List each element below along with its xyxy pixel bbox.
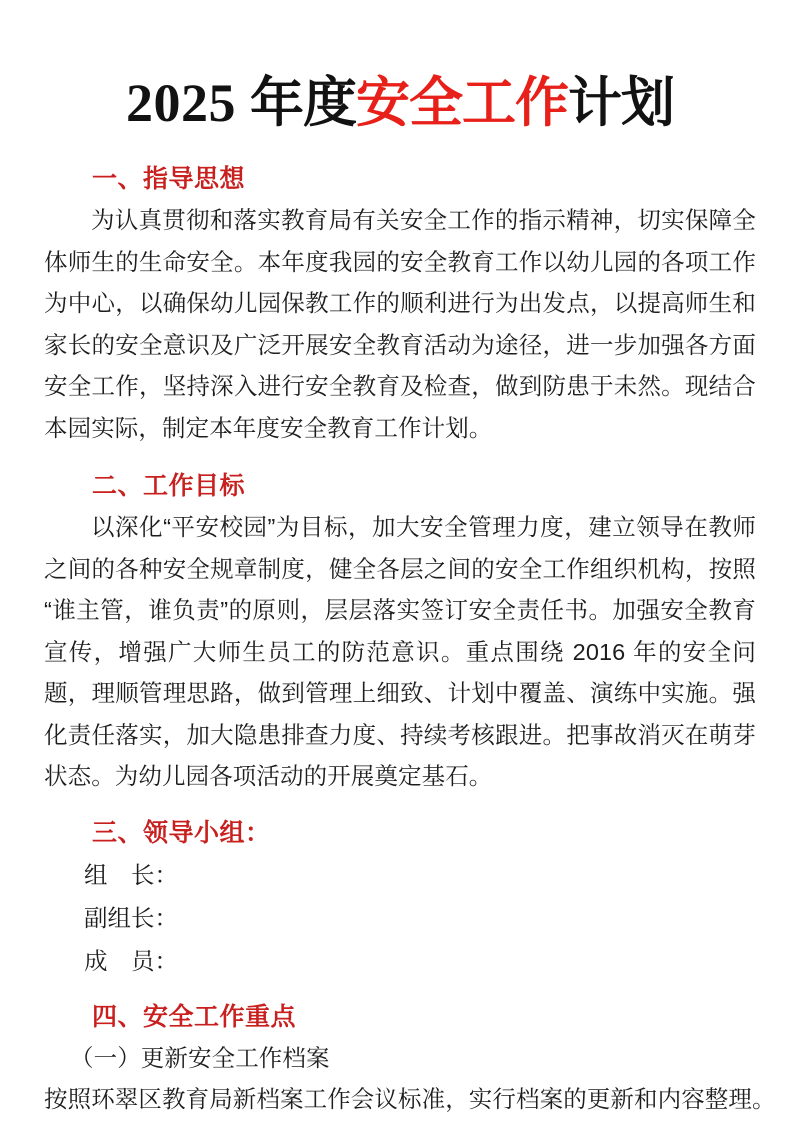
section-2-paragraph: 以深化“平安校园”为目标，加大安全管理力度，建立领导在教师之间的各种安全规章制度，健全各层之间的安全工作组织机构，按照“谁主管，谁负责”的原则，层层落实签订安全责任书。加强安全教育宣传，增强广大师生员工的防范意识。重点围绕 2016 年的安全问题，理顺管理思路，做到管理上细致、计划中覆盖、演练中实施。强化责任落实，加大隐患排查力度、持续考核跟进。把事故消灭在萌芽状态。为幼儿园各项活动的开展奠定基石。 [44,514,756,790]
title-tail: 计划 [568,73,674,133]
leadership-roster [44,854,756,983]
section-heading-3: 三、领导小组： [92,818,271,847]
page-title [44,0,756,132]
title-highlight: 安全工作 [356,73,568,133]
roster-item-deputy-leader: 副组长： [84,904,178,931]
title-year: 2025 [125,73,236,133]
section-4-paragraph: 按照环翠区教育局新档案工作会议标准，实行档案的更新和内容整理。 [44,1086,776,1113]
section-heading-4: 四、安全工作重点 [92,1002,297,1031]
section-heading-1: 一、指导思想 [92,165,246,194]
title-niandu: 年度 [235,73,356,133]
section-4-subheading: （一）更新安全工作档案 [70,1044,330,1071]
section-heading-2: 二、工作目标 [92,472,246,501]
section-1-paragraph: 为认真贯彻和落实教育局有关安全工作的指示精神，切实保障全体师生的生命安全。本年度我园的安全教育工作以幼儿园的各项工作为中心，以确保幼儿园保教工作的顺利进行为出发点，以提高师生和家长的安全意识及广泛开展安全教育活动为途径，进一步加强各方面安全工作，坚持深入进行安全教育及检查，做到防患于未然。现结合本园实际，制定本年度安全教育工作计划。 [44,207,756,441]
roster-item-leader: 组 长： [84,861,178,888]
roster-item-members: 成 员： [84,947,178,974]
